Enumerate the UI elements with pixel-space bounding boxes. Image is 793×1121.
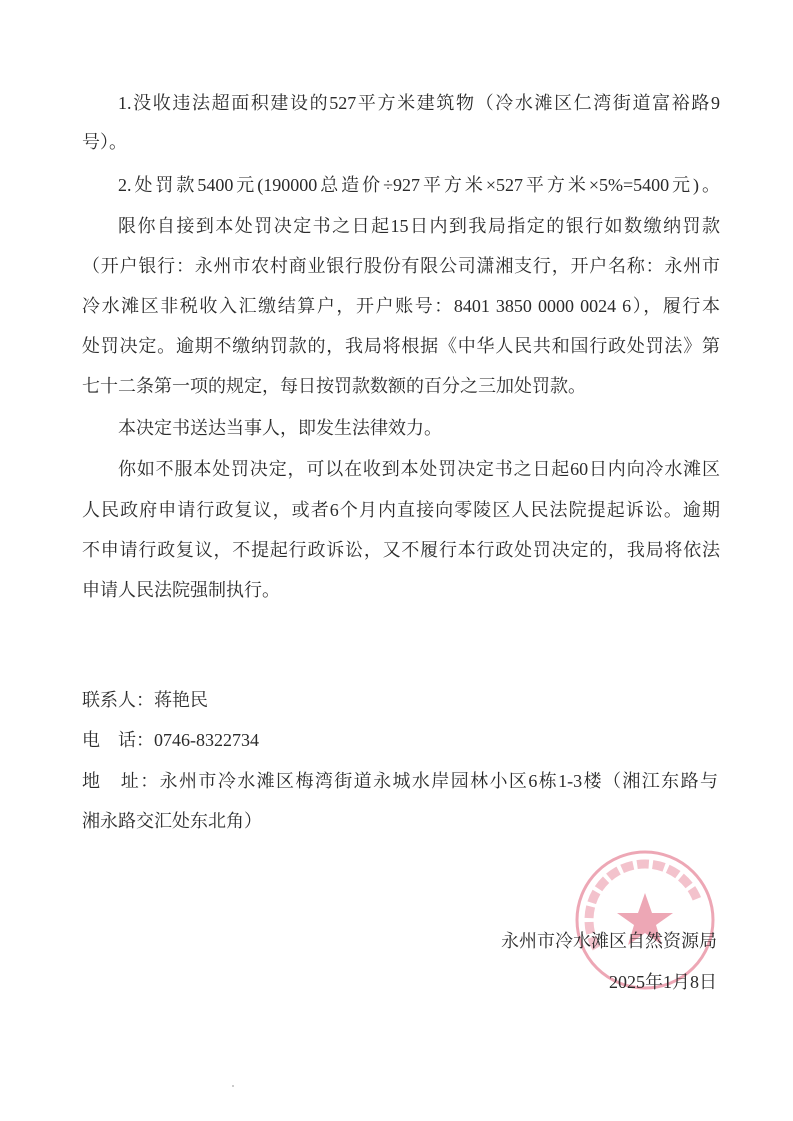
payment-line-3: 冷水滩区非税收入汇缴结算户，开户账号：8401 3850 0000 0024 6），履行本 xyxy=(82,296,720,316)
item-2: 2.处罚款5400元(190000总造价÷927平方米×527平方米×5%=5400元)。 xyxy=(118,175,720,195)
appeal-line-4: 申请人民法院强制执行。 xyxy=(82,580,280,600)
appeal-line-3: 不申请行政复议，不提起行政诉讼，又不履行本行政处罚决定的，我局将依法 xyxy=(82,540,720,560)
contact-phone: 电 话：0746-8322734 xyxy=(82,730,259,750)
contact-person: 联系人：蒋艳民 xyxy=(82,690,208,710)
payment-line-5: 七十二条第一项的规定，每日按罚款数额的百分之三加处罚款。 xyxy=(82,376,586,396)
contact-address-line-2: 湘永路交汇处东北角） xyxy=(82,811,262,831)
item-1-line-1: 1.没收违法超面积建设的527平方米建筑物（冷水滩区仁湾街道富裕路9 xyxy=(118,93,720,113)
scan-speck xyxy=(232,1085,234,1087)
appeal-line-1: 你如不服本处罚决定，可以在收到本处罚决定书之日起60日内向冷水滩区 xyxy=(118,459,720,479)
signature-date: 2025年1月8日 xyxy=(609,972,717,992)
payment-line-2: （开户银行：永州市农村商业银行股份有限公司潇湘支行，开户名称：永州市 xyxy=(82,256,720,276)
effect-paragraph: 本决定书送达当事人，即发生法律效力。 xyxy=(118,418,442,438)
payment-line-1: 限你自接到本处罚决定书之日起15日内到我局指定的银行如数缴纳罚款 xyxy=(118,216,720,236)
payment-line-4: 处罚决定。逾期不缴纳罚款的，我局将根据《中华人民共和国行政处罚法》第 xyxy=(82,336,720,356)
appeal-line-2: 人民政府申请行政复议，或者6个月内直接向零陵区人民法院提起诉讼。逾期 xyxy=(82,500,720,520)
contact-address-line-1: 地 址：永州市冷水滩区梅湾街道永城水岸园林小区6栋1-3楼（湘江东路与 xyxy=(82,771,718,791)
signature-org: 永州市冷水滩区自然资源局 xyxy=(501,931,717,951)
item-1-line-2: 号）。 xyxy=(82,132,127,152)
